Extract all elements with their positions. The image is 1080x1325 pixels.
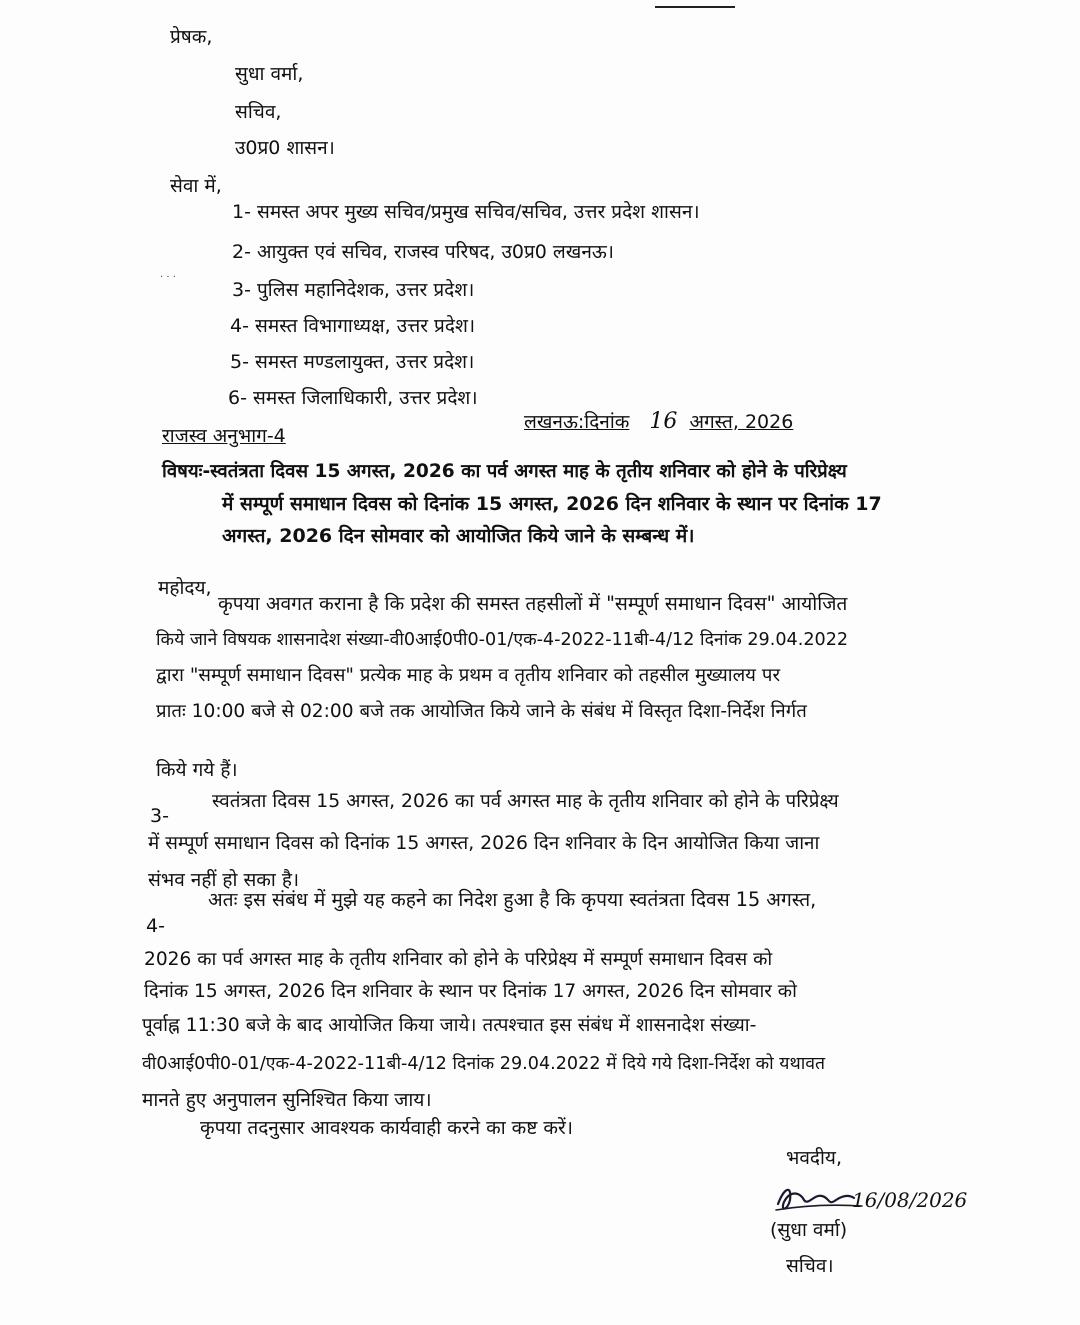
place-date-label: लखनऊ:दिनांक bbox=[524, 411, 630, 433]
paragraph-line: मानते हुए अनुपालन सुनिश्चित किया जाय। bbox=[142, 1089, 432, 1111]
closing-request: कृपया तदनुसार आवश्यक कार्यवाही करने का कष्ट करें। bbox=[200, 1117, 573, 1139]
recipient-item: 3- पुलिस महानिदेशक, उत्तर प्रदेश। bbox=[232, 279, 475, 301]
signatory-designation: सचिव। bbox=[786, 1255, 834, 1277]
recipient-item: 4- समस्त विभागाध्यक्ष, उत्तर प्रदेश। bbox=[230, 315, 476, 337]
paragraph-line: प्रातः 10:00 बजे से 02:00 बजे तक आयोजित किये जाने के संबंध में विस्तृत दिशा-निर्देश निर्गत bbox=[156, 701, 807, 722]
paragraph-line: द्वारा "सम्पूर्ण समाधान दिवस" प्रत्येक माह के प्रथम व तृतीय शनिवार को तहसील मुख्यालय पर bbox=[156, 665, 781, 686]
sender-name: सुधा वर्मा, bbox=[235, 63, 304, 85]
paragraph-line: कृपया अवगत कराना है कि प्रदेश की समस्त तहसीलों में "सम्पूर्ण समाधान दिवस" आयोजित bbox=[218, 592, 848, 615]
sender-heading: प्रेषक, bbox=[170, 26, 213, 48]
paragraph-number: 3- bbox=[150, 805, 169, 827]
date-month-year: अगस्त, 2026 bbox=[689, 411, 794, 433]
paragraph-line: किये गये हैं। bbox=[156, 759, 238, 781]
salutation: महोदय, bbox=[158, 577, 212, 599]
subject-line: में सम्पूर्ण समाधान दिवस को दिनांक 15 अगस्त, 2026 दिन शनिवार के स्थान पर दिनांक 17 bbox=[222, 493, 882, 515]
sender-office: उ0प्र0 शासन। bbox=[235, 137, 335, 159]
paragraph-line: किये जाने विषयक शासनादेश संख्या-वी0आई0पी0-01/एक-4-2022-11बी-4/12 दिनांक 29.04.2022 bbox=[156, 630, 849, 650]
signature-date: 16/08/2026 bbox=[852, 1188, 968, 1212]
subject-line: विषयः-स्वतंत्रता दिवस 15 अगस्त, 2026 का पर्व अगस्त माह के तृतीय शनिवार को होने के परिप्रेक्ष्य bbox=[162, 461, 847, 482]
paragraph-line: में सम्पूर्ण समाधान दिवस को दिनांक 15 अगस्त, 2026 दिन शनिवार के दिन आयोजित किया जाना bbox=[148, 833, 820, 854]
section-name: राजस्व अनुभाग-4 bbox=[162, 425, 286, 447]
paragraph-line: वी0आई0पी0-01/एक-4-2022-11बी-4/12 दिनांक 29.04.2022 में दिये गये दिशा-निर्देश को यथावत bbox=[142, 1054, 826, 1074]
paragraph-line: दिनांक 15 अगस्त, 2026 दिन शनिवार के स्थान पर दिनांक 17 अगस्त, 2026 दिन सोमवार को bbox=[144, 981, 797, 1002]
recipient-item: 2- आयुक्त एवं सचिव, राजस्व परिषद, उ0प्र0 लखनऊ। bbox=[232, 241, 615, 263]
recipient-item: 1- समस्त अपर मुख्य सचिव/प्रमुख सचिव/सचिव, उत्तर प्रदेश शासन। bbox=[232, 201, 700, 223]
paragraph-line: 2026 का पर्व अगस्त माह के तृतीय शनिवार को होने के परिप्रेक्ष्य में सम्पूर्ण समाधान दिवस को bbox=[144, 949, 773, 970]
handwritten-day: 16 bbox=[649, 409, 678, 434]
paragraph-number: 4- bbox=[146, 915, 165, 937]
recipients-heading: सेवा में, bbox=[170, 175, 222, 197]
recipient-item: 6- समस्त जिलाधिकारी, उत्तर प्रदेश। bbox=[228, 387, 478, 409]
subject-line: अगस्त, 2026 दिन सोमवार को आयोजित किये जाने के सम्बन्ध में। bbox=[222, 525, 695, 547]
top-edge-mark bbox=[655, 0, 735, 8]
scan-specks: · · · bbox=[160, 272, 176, 283]
paragraph-line: अतः इस संबंध में मुझे यह कहने का निदेश हुआ है कि कृपया स्वतंत्रता दिवस 15 अगस्त, bbox=[208, 888, 817, 911]
recipient-item: 5- समस्त मण्डलायुक्त, उत्तर प्रदेश। bbox=[230, 351, 475, 373]
signatory-name: (सुधा वर्मा) bbox=[770, 1219, 848, 1241]
paragraph-line: संभव नहीं हो सका है। bbox=[148, 869, 300, 891]
yours-faithfully: भवदीय, bbox=[786, 1147, 842, 1169]
place-date bbox=[524, 410, 793, 434]
paragraph-line: स्वतंत्रता दिवस 15 अगस्त, 2026 का पर्व अगस्त माह के तृतीय शनिवार को होने के परिप्रेक्ष्य bbox=[212, 791, 839, 812]
paragraph-line: पूर्वाह्न 11:30 बजे के बाद आयोजित किया जाये। तत्पश्चात इस संबंध में शासनादेश संख्या- bbox=[142, 1015, 757, 1036]
sender-designation: सचिव, bbox=[235, 101, 282, 123]
